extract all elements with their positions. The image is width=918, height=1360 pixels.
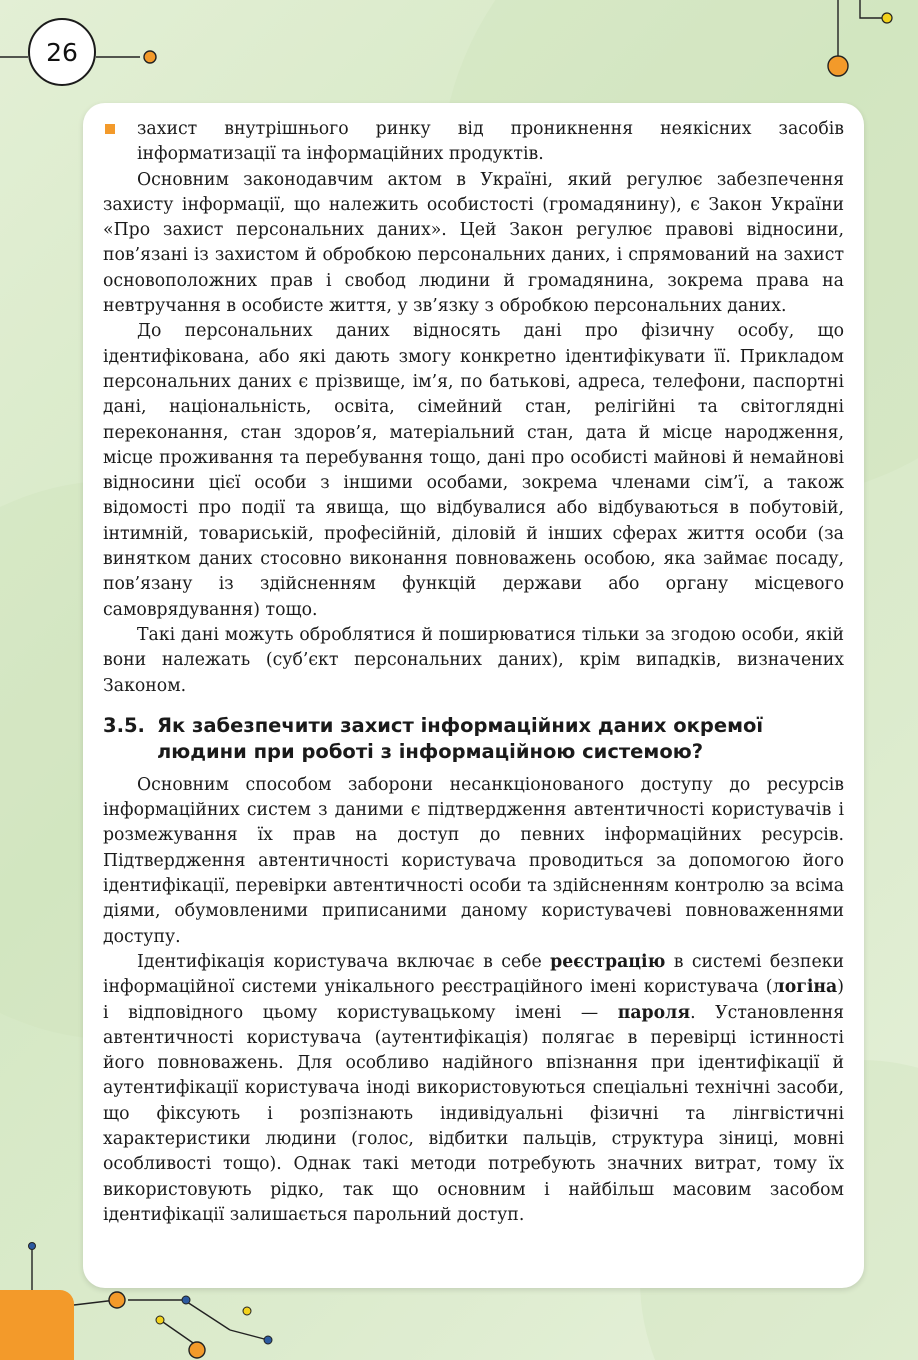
page-number: 26 [28, 18, 96, 86]
section-number: 3.5. [103, 713, 145, 737]
term-password: пароля [617, 1002, 691, 1023]
paragraph: Основним способом заборони несанкціонованого доступу до ресурсів інформаційних систем з даними є підтвердження автентичності користувачів і розмежування їх прав на доступ до певних інформаційних ресурсів. Підтвердження автентичності користувача проводиться за допомогою його ідентифікації, перевірки автентичності особи та здійсненням контролю за всіма діями, обумовленими приписаними даному користувачеві повноваженнями доступу. [103, 774, 844, 947]
bullet-text: захист внутрішнього ринку від проникнення неякісних засобів інформатизації та інформаційних продуктів. [137, 119, 844, 165]
term-registration: реєстрацію [550, 951, 666, 972]
section-title: Як забезпечити захист інформаційних даних окремої людини при роботі з інформаційною системою? [157, 713, 764, 763]
paragraph: Основним законодавчим актом в Україні, який регулює забезпечення захисту інформації, що належить особистості (громадянину), є Закон України «Про захист персональних даних». Цей Закон регулює правові відносини, пов’язані із захистом й обробкою персональних даних, і спрямований на захист основоположних прав і свобод людини й громадянина, зокрема права на невтручання в особисте життя, у зв’язку з обробкою персональних даних. [103, 169, 844, 317]
content-card [83, 103, 864, 1288]
term-login: логіна [772, 977, 838, 998]
list-item [103, 117, 844, 168]
square-bullet-icon [105, 124, 115, 134]
paragraph: Ідентифікація користувача включає в себе реєстрацію в системі безпеки інформаційної системи унікального реєстраційного імені користувача (логіна) і відповідного цьому користувацькому імені — пароля. Установлення автентичності користувача (аутентифікація) полягає в перевірці істинності його повноважень. Для особливо надійного впізнання при ідентифікації й аутентифікації користувача іноді використовуються спеціальні технічні засоби, що фіксують і розпізнають індивідуальні фізичні та лінгвістичні характеристики людини (голос, відбитки пальців, структура зіниці, мовні особливості тощо). Однак такі методи потребують значних витрат, тому їх використовують рідко, так що основним і найбільш масовим засобом ідентифікації залишається парольний доступ. [103, 951, 845, 1225]
section-heading [103, 713, 844, 765]
corner-accent [0, 1290, 74, 1360]
paragraph: До персональних даних відносять дані про фізичну особу, що ідентифікована, або які дають змогу конкретно ідентифікувати її. Прикладом персональних даних є прізвище, ім’я, по батькові, адреса, телефони, паспортні дані, національність, освіта, сімейний стан, релігійні та світоглядні переконання, стан здоров’я, матеріальний стан, дата й місце народження, місце проживання та перебування тощо, дані про особисті майнові й немайнові відносини цієї особи з іншими особами, зокрема членами сім’ї, а також відомості про події та явища, що відбувалися або відбуваються в побутовій, інтимній, товариській, професійній, діловій й інших сферах життя особи (за винятком даних стосовно виконання повноважень особою, яка займає посаду, пов’язану із здійсненням функцій держави або органу місцевого самоврядування) тощо. [103, 321, 844, 620]
paragraph: Такі дані можуть оброблятися й поширюватися тільки за згодою особи, якій вони належать (суб’єкт персональних даних), крім випадків, визначених Законом. [103, 624, 844, 696]
